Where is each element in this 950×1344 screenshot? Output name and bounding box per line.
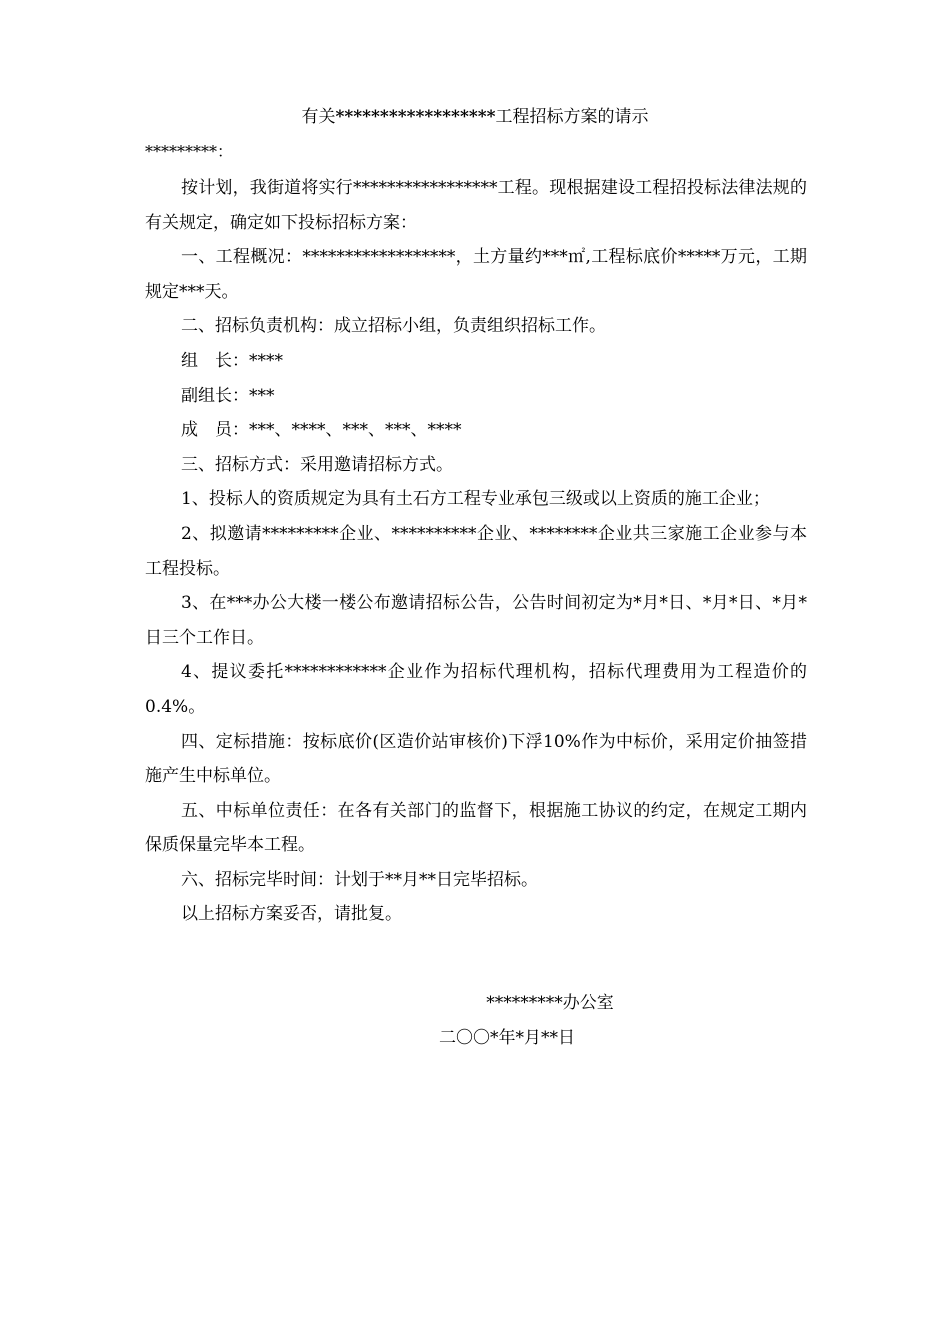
paragraph-winner-responsibility: 五、中标单位责任：在各有关部门的监督下，根据施工协议的约定，在规定工期内保质保量完毕本工程。 [145,800,807,856]
paragraph-award-measures: 四、定标措施：按标底价(区造价站审核价)下浮10%作为中标价，采用定价抽签措施产生中标单位。 [145,731,807,787]
signature-block [380,986,720,1055]
title-suffix: 工程招标方案的请示 [495,107,649,127]
paragraph-item-1: 1、投标人的资质规定为具有土石方工程专业承包三级或以上资质的施工企业； [181,489,770,510]
paragraph-closing: 以上招标方案妥否，请批复。 [181,904,402,925]
paragraph-team-leader: 组 长：**** [181,350,283,371]
title-stars: ****************** [335,107,496,127]
signature-organization: *********办公室 [486,993,614,1013]
paragraph-item-2: 2、拟邀请*********企业、**********企业、********企业共三家施工企业参与本工程投标。 [145,523,807,579]
document-title [0,104,950,130]
signature-date: 二〇〇*年*月**日 [439,1027,575,1048]
paragraph-project-overview: 一、工程概况：******************，土方量约***㎡,工程标底价*****万元，工期规定***天。 [145,247,807,302]
paragraph-deputy-leader: 副组长：*** [181,385,275,406]
paragraph-item-4: 4、提议委托************企业作为招标代理机构，招标代理费用为工程造价的0.4%。 [145,662,807,717]
paragraph-bidding-method: 三、招标方式：采用邀请招标方式。 [181,454,453,475]
title-prefix: 有关 [301,107,336,127]
paragraph-intro: 按计划，我街道将实行*****************工程。现根据建设工程招投标法律法规的有关规定，确定如下投标招标方案： [145,178,807,233]
paragraph-item-3: 3、在***办公大楼一楼公布邀请招标公告，公告时间初定为*月*日、*月*日、*月*日三个工作日。 [145,593,807,648]
paragraph-organization: 二、招标负责机构：成立招标小组，负责组织招标工作。 [181,316,606,337]
salutation: *********： [145,142,234,161]
document-body [145,171,807,932]
paragraph-members: 成 员：***、****、***、***、**** [181,420,462,441]
paragraph-completion-time: 六、招标完毕时间：计划于**月**日完毕招标。 [181,869,538,890]
